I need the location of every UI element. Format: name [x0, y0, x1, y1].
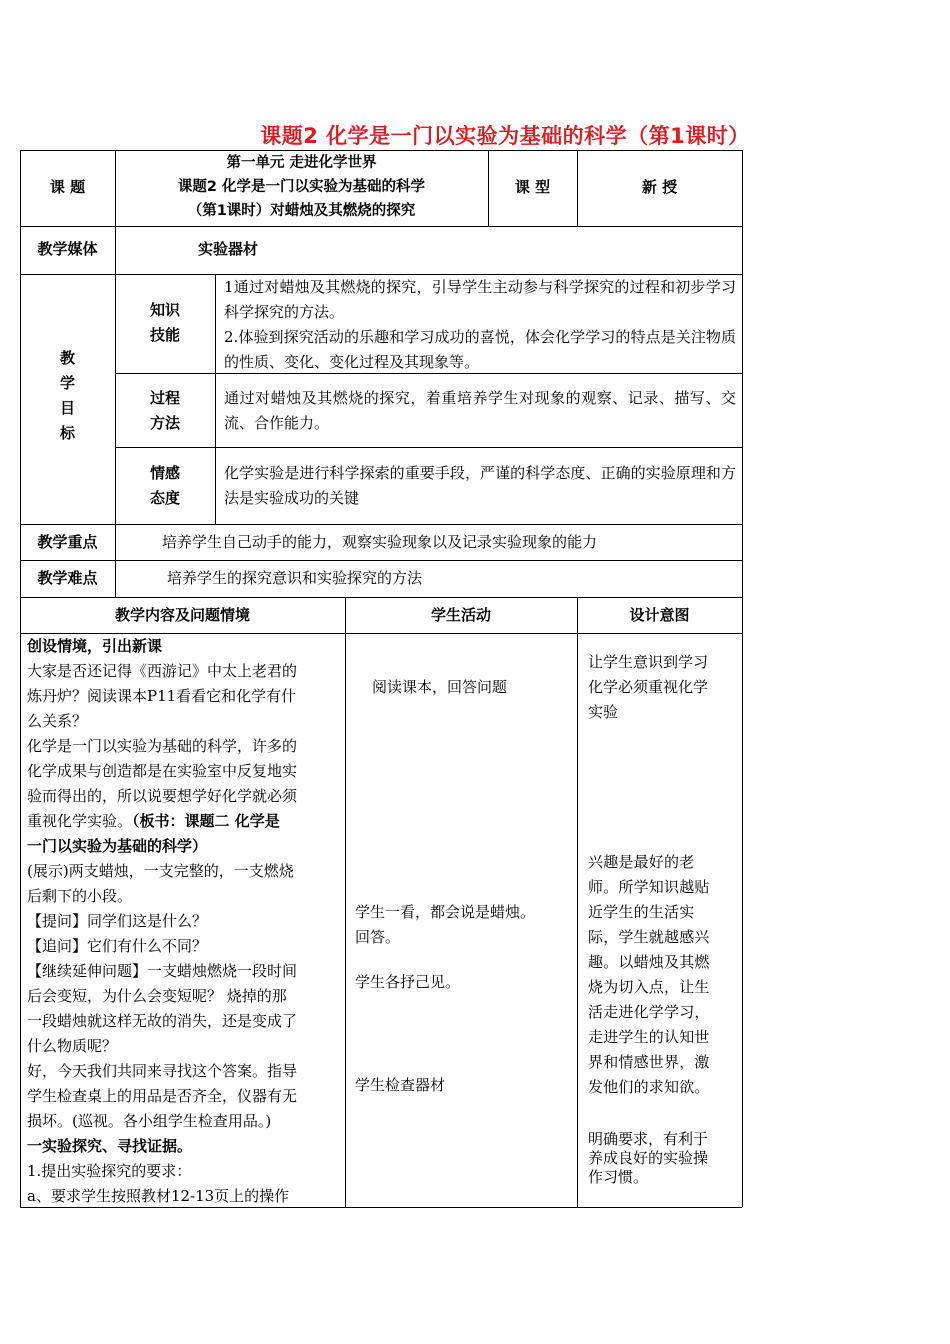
type-label: 课 型 [514, 178, 551, 196]
media-label: 教学媒体 [37, 240, 98, 258]
intent-2: 兴趣是最好的老 师。所学知识越贴 近学生的生活实 际，学生就越感兴 趣。以蜡烛及其燃 烧为切入点，让生 活走进化学学习， 走进学生的认知世 界和情感世界，激 发他们的求知欲。 [588, 853, 710, 1096]
column-header-intent: 设计意图 [629, 606, 690, 624]
goal-knowledge-label: 知识 技能 [149, 301, 180, 344]
activity-check: 学生检查器材 [355, 1076, 446, 1094]
difficulty-label: 教学难点 [37, 569, 98, 587]
column-header-content: 教学内容及问题情境 [114, 606, 250, 624]
focus-value: 培养学生自己动手的能力，观察实验现象以及记录实验现象的能力 [162, 533, 598, 551]
difficulty-value: 培养学生的探究意识和实验探究的方法 [167, 569, 423, 587]
type-value: 新 授 [641, 178, 678, 196]
goal-process-text: 通过对蜡烛及其燃烧的探究，着重培养学生对现象的观察、记录、描写、交流、合作能力。 [224, 389, 736, 432]
intent-1: 让学生意识到学习 化学必须重视化学 实验 [588, 653, 709, 721]
unit-name: 第一单元 走进化学世界 [226, 155, 377, 171]
section-heading: 创设情境，引出新课 [27, 637, 163, 655]
topic-cell [115, 151, 488, 223]
media-value: 实验器材 [198, 240, 259, 258]
goal-attitude-text: 化学实验是进行科学探索的重要手段，严谨的科学态度、正确的实验原理和方法是实验成功的关键 [224, 464, 736, 507]
activity-discuss: 学生各抒己见。 [355, 973, 461, 991]
goal-attitude-label: 情感 态度 [149, 464, 180, 507]
teaching-content: 创设情境，引出新课 大家是否还记得《西游记》中太上老君的 炼丹炉？阅读课本P11看看它和化学有什 么关系？ 化学是一门以实验为基础的科学，许多的 化学成果与创造都是在实验室中反复地实 验而得出的，所以说要想学好化学就必须 重视化学实验。（板书：课题二 化学是 一门以实验为基础的科学） (展示)两支蜡烛，一支完整的，一支燃烧 后剩下的小段。 【提问】同学们这是什么？ 【追问】它们有什么不同？ 【继续延伸问题】一支蜡烛燃烧一段时间 后会变短，为什么会变短呢？ 烧掉的那 一段蜡烛就这样无故的消失，还是变成了 什么物质呢？ 好，今天我们共同来寻找这个答案。指导 学生检查桌上的用品是否齐全，仪器有无 损坏。(巡视。各小组学生检查用品。) 一实验探究、寻找证据。 1.提出实验探究的要求： a、要求学生按照教材12-13页上的操作 [27, 634, 339, 1209]
topic-subtitle: （第1课时）对蜡烛及其燃烧的探究 [187, 203, 416, 219]
section-heading: 一实验探究、寻找证据。 [27, 1137, 193, 1155]
topic-label: 课 题 [49, 178, 86, 196]
goal-process-label: 过程 方法 [149, 389, 180, 432]
activity-answer: 学生一看，都会说是蜡烛。 回答。 [355, 903, 536, 946]
intent-3: 明确要求，有利于 养成良好的实验操 作习惯。 [588, 1130, 709, 1186]
column-header-activity: 学生活动 [430, 606, 491, 624]
goal-knowledge-text: 1通过对蜡烛及其燃烧的探究，引导学生主动参与科学探究的过程和初步学习科学探究的方法。 2.体验到探究活动的乐趣和学习成功的喜悦，体会化学学习的特点是关注物质的性质、变化、变化过程及其现象等。 [224, 278, 736, 371]
goals-label: 教 学 目 标 [59, 349, 75, 442]
focus-label: 教学重点 [37, 533, 98, 551]
topic-name: 课题2 化学是一门以实验为基础的科学 [177, 179, 426, 195]
activity-read: 阅读课本，回答问题 [372, 678, 508, 696]
page-title: 课题2 化学是一门以实验为基础的科学（第1课时） [260, 124, 750, 148]
